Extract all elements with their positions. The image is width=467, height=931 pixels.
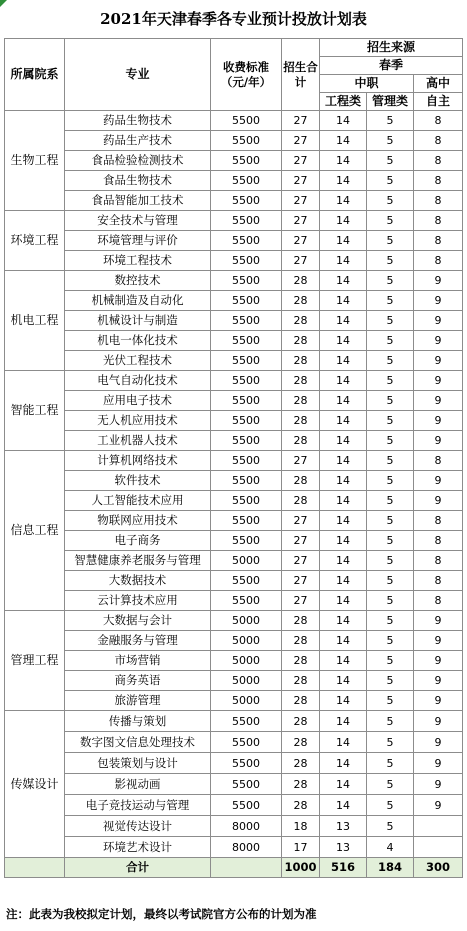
fee-cell: 5500 [211, 111, 282, 131]
independent-cell: 9 [414, 631, 463, 651]
engineering-cell: 14 [320, 391, 367, 411]
major-cell: 食品智能加工技术 [65, 191, 211, 211]
dept-cell: 信息工程 [5, 451, 65, 611]
total-cell: 27 [282, 531, 320, 551]
management-cell: 5 [367, 611, 414, 631]
major-cell: 应用电子技术 [65, 391, 211, 411]
total-cell: 28 [282, 651, 320, 671]
total-cell: 27 [282, 131, 320, 151]
table-row [5, 291, 463, 311]
management-cell: 5 [367, 351, 414, 371]
table-row [5, 816, 463, 837]
independent-cell: 9 [414, 331, 463, 351]
management-cell: 5 [367, 111, 414, 131]
engineering-cell: 14 [320, 591, 367, 611]
independent-cell: 9 [414, 431, 463, 451]
independent-cell: 9 [414, 711, 463, 732]
total-cell: 17 [282, 837, 320, 858]
major-cell: 影视动画 [65, 774, 211, 795]
total-cell: 28 [282, 371, 320, 391]
management-cell: 5 [367, 591, 414, 611]
fee-cell: 5500 [211, 351, 282, 371]
major-cell: 机械设计与制造 [65, 311, 211, 331]
engineering-cell: 14 [320, 171, 367, 191]
total-cell: 27 [282, 151, 320, 171]
management-cell: 5 [367, 571, 414, 591]
management-cell: 5 [367, 231, 414, 251]
header-management: 管理类 [367, 93, 414, 111]
management-cell: 5 [367, 171, 414, 191]
major-cell: 包装策划与设计 [65, 753, 211, 774]
total-blank [5, 858, 65, 878]
major-cell: 旅游管理 [65, 691, 211, 711]
major-cell: 药品生物技术 [65, 111, 211, 131]
major-cell: 安全技术与管理 [65, 211, 211, 231]
major-cell: 人工智能技术应用 [65, 491, 211, 511]
fee-cell: 5500 [211, 191, 282, 211]
total-management: 184 [367, 858, 414, 878]
management-cell: 5 [367, 371, 414, 391]
management-cell: 5 [367, 816, 414, 837]
major-cell: 机械制造及自动化 [65, 291, 211, 311]
independent-cell: 9 [414, 753, 463, 774]
table-row [5, 211, 463, 231]
management-cell: 5 [367, 211, 414, 231]
independent-cell: 8 [414, 571, 463, 591]
major-cell: 环境管理与评价 [65, 231, 211, 251]
fee-cell: 5000 [211, 651, 282, 671]
major-cell: 云计算技术应用 [65, 591, 211, 611]
fee-cell: 5500 [211, 331, 282, 351]
independent-cell: 9 [414, 691, 463, 711]
engineering-cell: 14 [320, 251, 367, 271]
independent-cell: 9 [414, 351, 463, 371]
management-cell: 5 [367, 271, 414, 291]
table-row [5, 837, 463, 858]
total-cell: 28 [282, 491, 320, 511]
header-dept: 所属院系 [5, 39, 65, 111]
independent-cell [414, 816, 463, 837]
major-cell: 视觉传达设计 [65, 816, 211, 837]
table-row [5, 371, 463, 391]
independent-cell: 8 [414, 211, 463, 231]
engineering-cell: 14 [320, 311, 367, 331]
engineering-cell: 14 [320, 651, 367, 671]
major-cell: 物联网应用技术 [65, 511, 211, 531]
total-cell: 28 [282, 732, 320, 753]
fee-cell: 5500 [211, 431, 282, 451]
engineering-cell: 14 [320, 431, 367, 451]
independent-cell [414, 837, 463, 858]
total-independent: 300 [414, 858, 463, 878]
independent-cell: 8 [414, 231, 463, 251]
fee-cell: 5500 [211, 471, 282, 491]
fee-cell: 5500 [211, 451, 282, 471]
independent-cell: 8 [414, 171, 463, 191]
total-cell: 28 [282, 311, 320, 331]
header-gaozhong: 高中 [414, 75, 463, 93]
independent-cell: 8 [414, 131, 463, 151]
total-fee-blank [211, 858, 282, 878]
table-row [5, 551, 463, 571]
management-cell: 5 [367, 651, 414, 671]
total-cell: 27 [282, 211, 320, 231]
total-cell: 28 [282, 391, 320, 411]
table-row [5, 491, 463, 511]
header-independent: 自主 [414, 93, 463, 111]
table-row [5, 531, 463, 551]
total-cell: 27 [282, 191, 320, 211]
table-row [5, 131, 463, 151]
major-cell: 环境工程技术 [65, 251, 211, 271]
fee-cell: 5500 [211, 231, 282, 251]
page-title: 2021年天津春季各专业预计投放计划表 [100, 10, 367, 28]
enrollment-plan-table [4, 38, 463, 878]
dept-cell: 环境工程 [5, 211, 65, 271]
fee-cell: 5500 [211, 251, 282, 271]
major-cell: 食品检验检测技术 [65, 151, 211, 171]
total-cell: 28 [282, 631, 320, 651]
fee-cell: 5500 [211, 491, 282, 511]
engineering-cell: 13 [320, 816, 367, 837]
independent-cell: 9 [414, 311, 463, 331]
independent-cell: 9 [414, 411, 463, 431]
footnote: 注：此表为我校拟定计划，最终以考试院官方公布的计划为准 [6, 907, 317, 921]
total-cell: 28 [282, 431, 320, 451]
total-cell: 28 [282, 411, 320, 431]
independent-cell: 8 [414, 511, 463, 531]
fee-cell: 5500 [211, 371, 282, 391]
table-row [5, 191, 463, 211]
header-zhongzhi: 中职 [320, 75, 414, 93]
total-row [5, 858, 463, 878]
header-total: 招生合计 [282, 39, 320, 111]
table-row [5, 774, 463, 795]
fee-cell: 8000 [211, 837, 282, 858]
engineering-cell: 14 [320, 753, 367, 774]
fee-cell: 5000 [211, 631, 282, 651]
fee-cell: 5000 [211, 611, 282, 631]
table-row [5, 351, 463, 371]
fee-cell: 5500 [211, 531, 282, 551]
engineering-cell: 14 [320, 531, 367, 551]
table-row [5, 231, 463, 251]
engineering-cell: 14 [320, 732, 367, 753]
fee-cell: 5500 [211, 732, 282, 753]
management-cell: 5 [367, 511, 414, 531]
engineering-cell: 14 [320, 711, 367, 732]
fee-cell: 5500 [211, 211, 282, 231]
major-cell: 无人机应用技术 [65, 411, 211, 431]
independent-cell: 8 [414, 251, 463, 271]
engineering-cell: 14 [320, 491, 367, 511]
management-cell: 5 [367, 671, 414, 691]
independent-cell: 9 [414, 774, 463, 795]
management-cell: 5 [367, 291, 414, 311]
engineering-cell: 14 [320, 451, 367, 471]
table-row [5, 391, 463, 411]
header-engineering: 工程类 [320, 93, 367, 111]
engineering-cell: 14 [320, 571, 367, 591]
fee-cell: 5500 [211, 411, 282, 431]
total-cell: 28 [282, 795, 320, 816]
engineering-cell: 14 [320, 271, 367, 291]
table-row [5, 691, 463, 711]
table-row [5, 171, 463, 191]
engineering-cell: 14 [320, 774, 367, 795]
fee-cell: 5500 [211, 311, 282, 331]
total-label: 合计 [65, 858, 211, 878]
total-cell: 28 [282, 351, 320, 371]
table-row [5, 151, 463, 171]
total-cell: 28 [282, 671, 320, 691]
independent-cell: 8 [414, 551, 463, 571]
header-fee: 收费标准（元/年） [211, 39, 282, 111]
independent-cell: 8 [414, 151, 463, 171]
major-cell: 光伏工程技术 [65, 351, 211, 371]
major-cell: 大数据与会计 [65, 611, 211, 631]
independent-cell: 9 [414, 371, 463, 391]
major-cell: 商务英语 [65, 671, 211, 691]
engineering-cell: 14 [320, 411, 367, 431]
table-row [5, 451, 463, 471]
total-cell: 28 [282, 611, 320, 631]
fee-cell: 5500 [211, 511, 282, 531]
management-cell: 5 [367, 531, 414, 551]
independent-cell: 9 [414, 651, 463, 671]
fee-cell: 5500 [211, 131, 282, 151]
engineering-cell: 13 [320, 837, 367, 858]
total-cell: 28 [282, 691, 320, 711]
independent-cell: 9 [414, 795, 463, 816]
fee-cell: 5500 [211, 571, 282, 591]
management-cell: 5 [367, 732, 414, 753]
management-cell: 5 [367, 191, 414, 211]
independent-cell: 9 [414, 271, 463, 291]
independent-cell: 9 [414, 671, 463, 691]
management-cell: 5 [367, 391, 414, 411]
engineering-cell: 14 [320, 631, 367, 651]
total-cell: 27 [282, 551, 320, 571]
engineering-cell: 14 [320, 511, 367, 531]
major-cell: 金融服务与管理 [65, 631, 211, 651]
fee-cell: 5500 [211, 391, 282, 411]
major-cell: 软件技术 [65, 471, 211, 491]
engineering-cell: 14 [320, 611, 367, 631]
management-cell: 5 [367, 411, 414, 431]
table-row [5, 732, 463, 753]
major-cell: 传播与策划 [65, 711, 211, 732]
engineering-cell: 14 [320, 151, 367, 171]
management-cell: 5 [367, 471, 414, 491]
table-row [5, 111, 463, 131]
management-cell: 5 [367, 431, 414, 451]
management-cell: 5 [367, 631, 414, 651]
fee-cell: 5500 [211, 591, 282, 611]
total-cell: 27 [282, 511, 320, 531]
fee-cell: 5500 [211, 271, 282, 291]
independent-cell: 9 [414, 611, 463, 631]
fee-cell: 5500 [211, 795, 282, 816]
independent-cell: 8 [414, 451, 463, 471]
table-row [5, 431, 463, 451]
major-cell: 大数据技术 [65, 571, 211, 591]
engineering-cell: 14 [320, 191, 367, 211]
fee-cell: 5500 [211, 171, 282, 191]
major-cell: 机电一体化技术 [65, 331, 211, 351]
total-cell: 27 [282, 571, 320, 591]
major-cell: 数字图文信息处理技术 [65, 732, 211, 753]
management-cell: 5 [367, 131, 414, 151]
independent-cell: 8 [414, 191, 463, 211]
engineering-cell: 14 [320, 795, 367, 816]
management-cell: 5 [367, 691, 414, 711]
header-source: 招生来源 [320, 39, 463, 57]
table-row [5, 651, 463, 671]
engineering-cell: 14 [320, 211, 367, 231]
table-row [5, 571, 463, 591]
management-cell: 5 [367, 753, 414, 774]
fee-cell: 8000 [211, 816, 282, 837]
engineering-cell: 14 [320, 331, 367, 351]
management-cell: 5 [367, 451, 414, 471]
table-row [5, 671, 463, 691]
management-cell: 5 [367, 711, 414, 732]
major-cell: 市场营销 [65, 651, 211, 671]
independent-cell: 8 [414, 111, 463, 131]
independent-cell: 9 [414, 491, 463, 511]
table-row [5, 711, 463, 732]
fee-cell: 5500 [211, 774, 282, 795]
management-cell: 5 [367, 331, 414, 351]
engineering-cell: 14 [320, 471, 367, 491]
total-count: 1000 [282, 858, 320, 878]
independent-cell: 9 [414, 732, 463, 753]
engineering-cell: 14 [320, 671, 367, 691]
header-major: 专业 [65, 39, 211, 111]
fee-cell: 5500 [211, 151, 282, 171]
management-cell: 5 [367, 774, 414, 795]
independent-cell: 8 [414, 531, 463, 551]
table-body [5, 111, 463, 858]
major-cell: 电气自动化技术 [65, 371, 211, 391]
total-engineering: 516 [320, 858, 367, 878]
table-row [5, 631, 463, 651]
major-cell: 智慧健康养老服务与管理 [65, 551, 211, 571]
dept-cell: 管理工程 [5, 611, 65, 711]
table-row [5, 591, 463, 611]
management-cell: 5 [367, 251, 414, 271]
fee-cell: 5500 [211, 753, 282, 774]
major-cell: 工业机器人技术 [65, 431, 211, 451]
fee-cell: 5000 [211, 671, 282, 691]
dept-cell: 智能工程 [5, 371, 65, 451]
table-row [5, 795, 463, 816]
total-cell: 28 [282, 291, 320, 311]
table-row [5, 611, 463, 631]
management-cell: 4 [367, 837, 414, 858]
major-cell: 计算机网络技术 [65, 451, 211, 471]
fee-cell: 5500 [211, 291, 282, 311]
total-cell: 27 [282, 171, 320, 191]
independent-cell: 9 [414, 391, 463, 411]
total-cell: 28 [282, 711, 320, 732]
header-spring: 春季 [320, 57, 463, 75]
total-cell: 27 [282, 111, 320, 131]
engineering-cell: 14 [320, 691, 367, 711]
engineering-cell: 14 [320, 291, 367, 311]
dept-cell: 传媒设计 [5, 711, 65, 858]
table-row [5, 271, 463, 291]
major-cell: 电子商务 [65, 531, 211, 551]
dept-cell: 机电工程 [5, 271, 65, 371]
table-row [5, 471, 463, 491]
management-cell: 5 [367, 551, 414, 571]
major-cell: 数控技术 [65, 271, 211, 291]
total-cell: 28 [282, 331, 320, 351]
engineering-cell: 14 [320, 131, 367, 151]
total-cell: 18 [282, 816, 320, 837]
table-row [5, 251, 463, 271]
independent-cell: 9 [414, 471, 463, 491]
table-row [5, 331, 463, 351]
fee-cell: 5500 [211, 711, 282, 732]
major-cell: 药品生产技术 [65, 131, 211, 151]
total-cell: 28 [282, 774, 320, 795]
major-cell: 电子竞技运动与管理 [65, 795, 211, 816]
table-row [5, 511, 463, 531]
independent-cell: 8 [414, 591, 463, 611]
engineering-cell: 14 [320, 111, 367, 131]
major-cell: 环境艺术设计 [65, 837, 211, 858]
total-cell: 28 [282, 471, 320, 491]
total-cell: 28 [282, 753, 320, 774]
table-row [5, 311, 463, 331]
engineering-cell: 14 [320, 551, 367, 571]
major-cell: 食品生物技术 [65, 171, 211, 191]
total-cell: 27 [282, 231, 320, 251]
total-cell: 27 [282, 591, 320, 611]
fee-cell: 5000 [211, 691, 282, 711]
table-row [5, 753, 463, 774]
fee-cell: 5000 [211, 551, 282, 571]
total-cell: 27 [282, 451, 320, 471]
engineering-cell: 14 [320, 371, 367, 391]
total-cell: 28 [282, 271, 320, 291]
management-cell: 5 [367, 151, 414, 171]
management-cell: 5 [367, 491, 414, 511]
management-cell: 5 [367, 795, 414, 816]
engineering-cell: 14 [320, 231, 367, 251]
total-cell: 27 [282, 251, 320, 271]
independent-cell: 9 [414, 291, 463, 311]
engineering-cell: 14 [320, 351, 367, 371]
management-cell: 5 [367, 311, 414, 331]
dept-cell: 生物工程 [5, 111, 65, 211]
table-row [5, 411, 463, 431]
